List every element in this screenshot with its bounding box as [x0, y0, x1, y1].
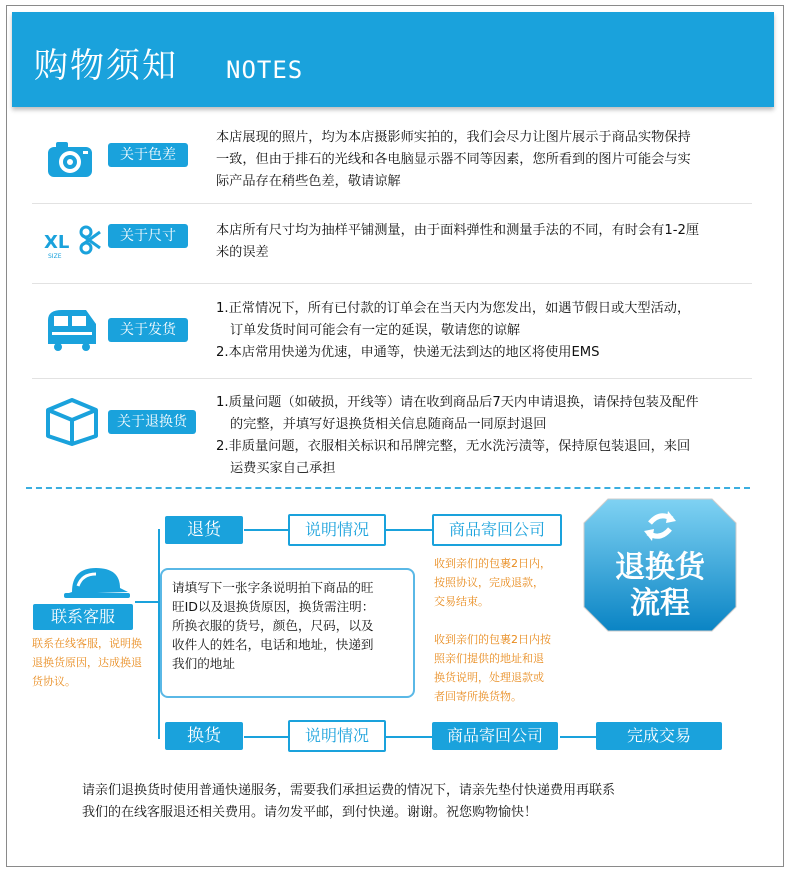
divider	[32, 283, 752, 284]
camera-icon	[42, 133, 102, 183]
section-text	[216, 220, 766, 264]
text-line: 2.非质量问题，衣服相关标识和吊牌完整，无水洗污渍等，保持原包装退回，来回	[216, 439, 691, 454]
text-line: 本店展现的照片，均为本店摄影师实拍的，我们会尽力让图片展示于商品实物保持	[216, 130, 691, 145]
text-line: 按照协议，完成退款，	[434, 576, 544, 589]
flow-ship-back-return: 商品寄回公司	[432, 514, 562, 546]
size-glyph: SIZE	[48, 253, 62, 260]
footer-note	[82, 780, 732, 824]
xl-size-icon	[42, 214, 102, 264]
emblem-title-2: 流程	[630, 586, 690, 621]
return-exchange-flow-emblem	[580, 495, 740, 635]
train-icon	[42, 304, 102, 354]
flow-exchange: 换货	[165, 722, 243, 750]
contact-text	[32, 634, 162, 691]
flow-complete: 完成交易	[596, 722, 722, 750]
box-icon	[42, 396, 102, 446]
text-line: 收件人的姓名，电话和地址，快递到	[172, 637, 374, 652]
dashed-separator	[26, 487, 750, 489]
text-line: 2.本店常用快递为优速，申通等，快递无法到达的地区将使用EMS	[216, 345, 600, 360]
text-line: 照亲们提供的地址和退	[434, 652, 544, 665]
flow-connector	[135, 601, 159, 603]
text-line: 的完整，并填写好退换货相关信息随商品一同原封退回	[230, 417, 547, 432]
text-line: 际产品存在稍些色差，敬请谅解	[216, 174, 401, 189]
section-color-difference	[12, 125, 774, 195]
text-line: 收到亲们的包裹2日内，	[434, 557, 551, 570]
badge-size: 关于尺寸	[108, 224, 188, 248]
text-line: 旺ID以及退换货原因，换货需注明：	[172, 599, 375, 614]
text-line: 订单发货时间可能会有一定的延误，敬请您的谅解	[230, 323, 521, 338]
emblem-title-1: 退换货	[615, 550, 705, 585]
text-line: 者回寄所换货物。	[434, 690, 522, 703]
page-title: 购物须知	[34, 46, 178, 86]
section-shipping	[12, 290, 774, 370]
text-line: 请亲们退换货时使用普通快递服务，需要我们承担运费的情况下，请亲先垫付快递费用再联系	[82, 783, 616, 798]
section-size	[12, 210, 774, 275]
text-line: 运费买家自己承担	[230, 461, 336, 476]
text-line: 所换衣服的货号，颜色，尺码，以及	[172, 618, 374, 633]
text-line: 货协议。	[32, 675, 76, 688]
flow-connector	[384, 529, 432, 531]
text-line: 1.质量问题（如破损，开线等）请在收到商品后7天内申请退换，请保持包装及配件	[216, 395, 699, 410]
flow-return: 退货	[165, 516, 243, 544]
text-line: 我们的地址	[172, 656, 235, 671]
badge-return-exchange: 关于退换货	[108, 410, 196, 434]
divider	[32, 203, 752, 204]
text-line: 请填写下一张字条说明拍下商品的旺	[172, 580, 374, 595]
customer-service-icon	[62, 560, 130, 600]
text-line: 退换货原因，达成换退	[32, 656, 142, 669]
text-line: 一致，但由于排石的光线和各电脑显示器不同等因素，您所看到的图片可能会与实	[216, 152, 691, 167]
flow-connector	[244, 529, 288, 531]
page-subtitle: NOTES	[226, 56, 304, 84]
text-line: 我们的在线客服退还相关费用。请勿发平邮，到付快递。谢谢。祝您购物愉快！	[82, 805, 538, 820]
notes-header	[12, 12, 774, 107]
exchange-detail	[434, 630, 574, 706]
section-text	[216, 298, 766, 364]
section-return-exchange	[12, 388, 774, 480]
section-text	[216, 127, 766, 193]
text-line: 本店所有尺寸均为抽样平铺测量，由于面料弹性和测量手法的不同，有时会有1-2厘	[216, 223, 700, 238]
flow-explain-exchange: 说明情况	[288, 720, 386, 752]
flow-connector	[560, 736, 596, 738]
flow-connector	[244, 736, 288, 738]
flow-explain-return: 说明情况	[288, 514, 386, 546]
flow-connector	[384, 736, 432, 738]
note-box	[160, 568, 415, 698]
text-line: 1.正常情况下，所有已付款的订单会在当天内为您发出，如遇节假日或大型活动，	[216, 301, 691, 316]
divider	[32, 378, 752, 379]
flow-ship-back-exchange: 商品寄回公司	[432, 722, 558, 750]
text-line: 交易结束。	[434, 595, 489, 608]
section-text	[216, 392, 766, 480]
text-line: 米的误差	[216, 245, 269, 260]
text-line: 收到亲们的包裹2日内按	[434, 633, 551, 646]
xl-glyph: XL	[44, 232, 70, 253]
text-line: 联系在线客服，说明换	[32, 637, 142, 650]
contact-service: 联系客服	[33, 604, 133, 630]
badge-color: 关于色差	[108, 143, 188, 167]
badge-shipping: 关于发货	[108, 318, 188, 342]
text-line: 换货说明，处理退款或	[434, 671, 544, 684]
return-detail	[434, 554, 574, 611]
